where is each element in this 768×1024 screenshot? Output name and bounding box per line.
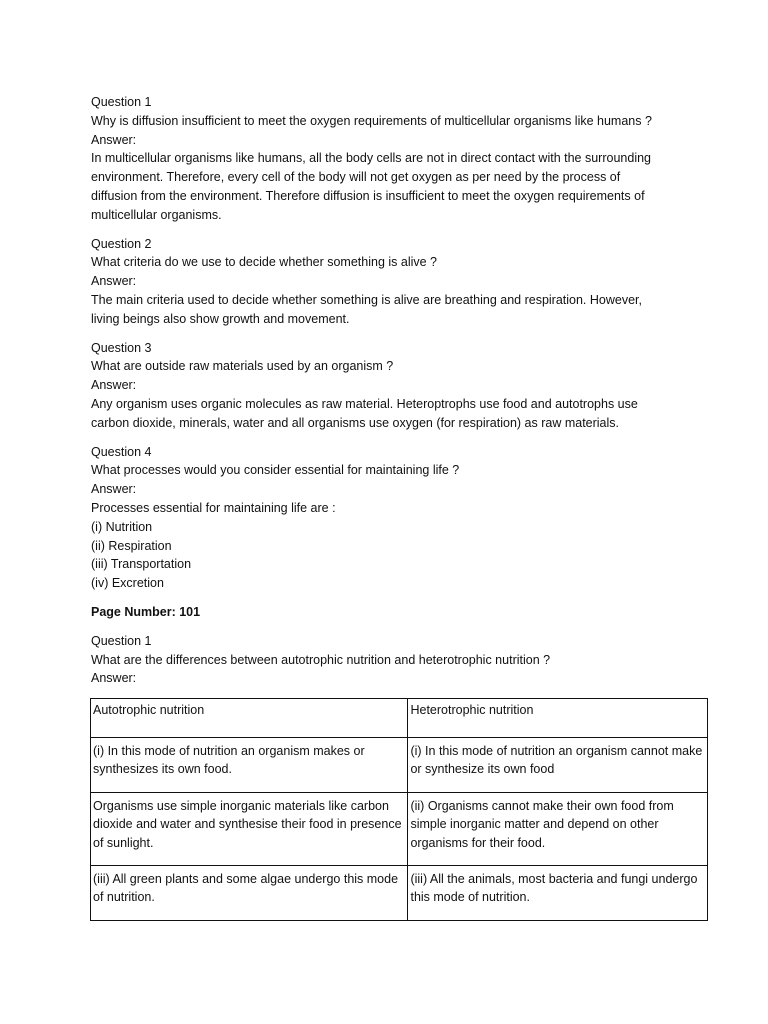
list-item: (ii) Respiration	[91, 538, 172, 553]
document-page	[91, 93, 711, 698]
table-row	[91, 866, 708, 921]
table-cell: Organisms use simple inorganic materials like carbon dioxide and water and synthesise their food in presence of sunlight.	[91, 793, 408, 866]
answer-line: living beings also show growth and movement.	[91, 311, 350, 326]
table-cell: (iii) All the animals, most bacteria and fungi undergo this mode of nutrition.	[408, 866, 708, 921]
question-block-4	[91, 443, 711, 593]
answer-label: Answer:	[91, 482, 137, 497]
question-title: Question 3	[91, 340, 152, 355]
answer-line: multicellular organisms.	[91, 207, 222, 222]
answer-line: Any organism uses organic molecules as raw material. Heteroptrophs use food and autotrophs use	[91, 396, 638, 411]
page-number-heading: Page Number: 101	[91, 604, 201, 619]
question-title: Question 1	[91, 633, 152, 648]
question-text: What are outside raw materials used by an organism ?	[91, 359, 394, 374]
comparison-table	[90, 698, 708, 921]
table-row	[91, 793, 708, 866]
table-header-row	[91, 699, 708, 738]
question-title: Question 2	[91, 236, 152, 251]
table-row	[91, 738, 708, 793]
question-text: Why is diffusion insufficient to meet the oxygen requirements of multicellular organisms like humans ?	[91, 113, 652, 128]
question-block-1	[91, 93, 711, 225]
list-item: (iv) Excretion	[91, 576, 164, 591]
answer-label: Answer:	[91, 378, 137, 393]
question-title: Question 1	[91, 95, 152, 109]
answer-label: Answer:	[91, 671, 137, 686]
question-block-2	[91, 235, 711, 329]
answer-label: Answer:	[91, 132, 137, 147]
table-cell: (i) In this mode of nutrition an organism makes or synthesizes its own food.	[91, 738, 408, 793]
table-cell: (i) In this mode of nutrition an organism cannot make or synthesize its own food	[408, 738, 708, 793]
answer-label: Answer:	[91, 274, 137, 289]
question-text: What criteria do we use to decide whether something is alive ?	[91, 255, 438, 270]
column-header-heterotrophic: Heterotrophic nutrition	[408, 699, 708, 738]
table-cell: (ii) Organisms cannot make their own food from simple inorganic matter and depend on other organisms for their food.	[408, 793, 708, 866]
answer-line: diffusion from the environment. Therefore diffusion is insufficient to meet the oxygen requirements of	[91, 188, 645, 203]
answer-line: Processes essential for maintaining life are :	[91, 500, 336, 515]
answer-line: The main criteria used to decide whether something is alive are breathing and respiration. However,	[91, 292, 642, 307]
table-cell: (iii) All green plants and some algae undergo this mode of nutrition.	[91, 866, 408, 921]
answer-line: environment. Therefore, every cell of the body will not get oxygen as per need by the process of	[91, 170, 621, 185]
answer-line: In multicellular organisms like humans, all the body cells are not in direct contact with the surrounding	[91, 151, 651, 166]
question-text: What processes would you consider essential for maintaining life ?	[91, 463, 460, 478]
question-text: What are the differences between autotrophic nutrition and heterotrophic nutrition ?	[91, 652, 551, 667]
question-block-5	[91, 632, 711, 688]
question-block-3	[91, 339, 711, 433]
list-item: (iii) Transportation	[91, 557, 192, 572]
column-header-autotrophic: Autotrophic nutrition	[91, 699, 408, 738]
answer-line: carbon dioxide, minerals, water and all organisms use oxygen (for respiration) as raw materials.	[91, 415, 620, 430]
list-item: (i) Nutrition	[91, 519, 153, 534]
question-title: Question 4	[91, 444, 152, 459]
